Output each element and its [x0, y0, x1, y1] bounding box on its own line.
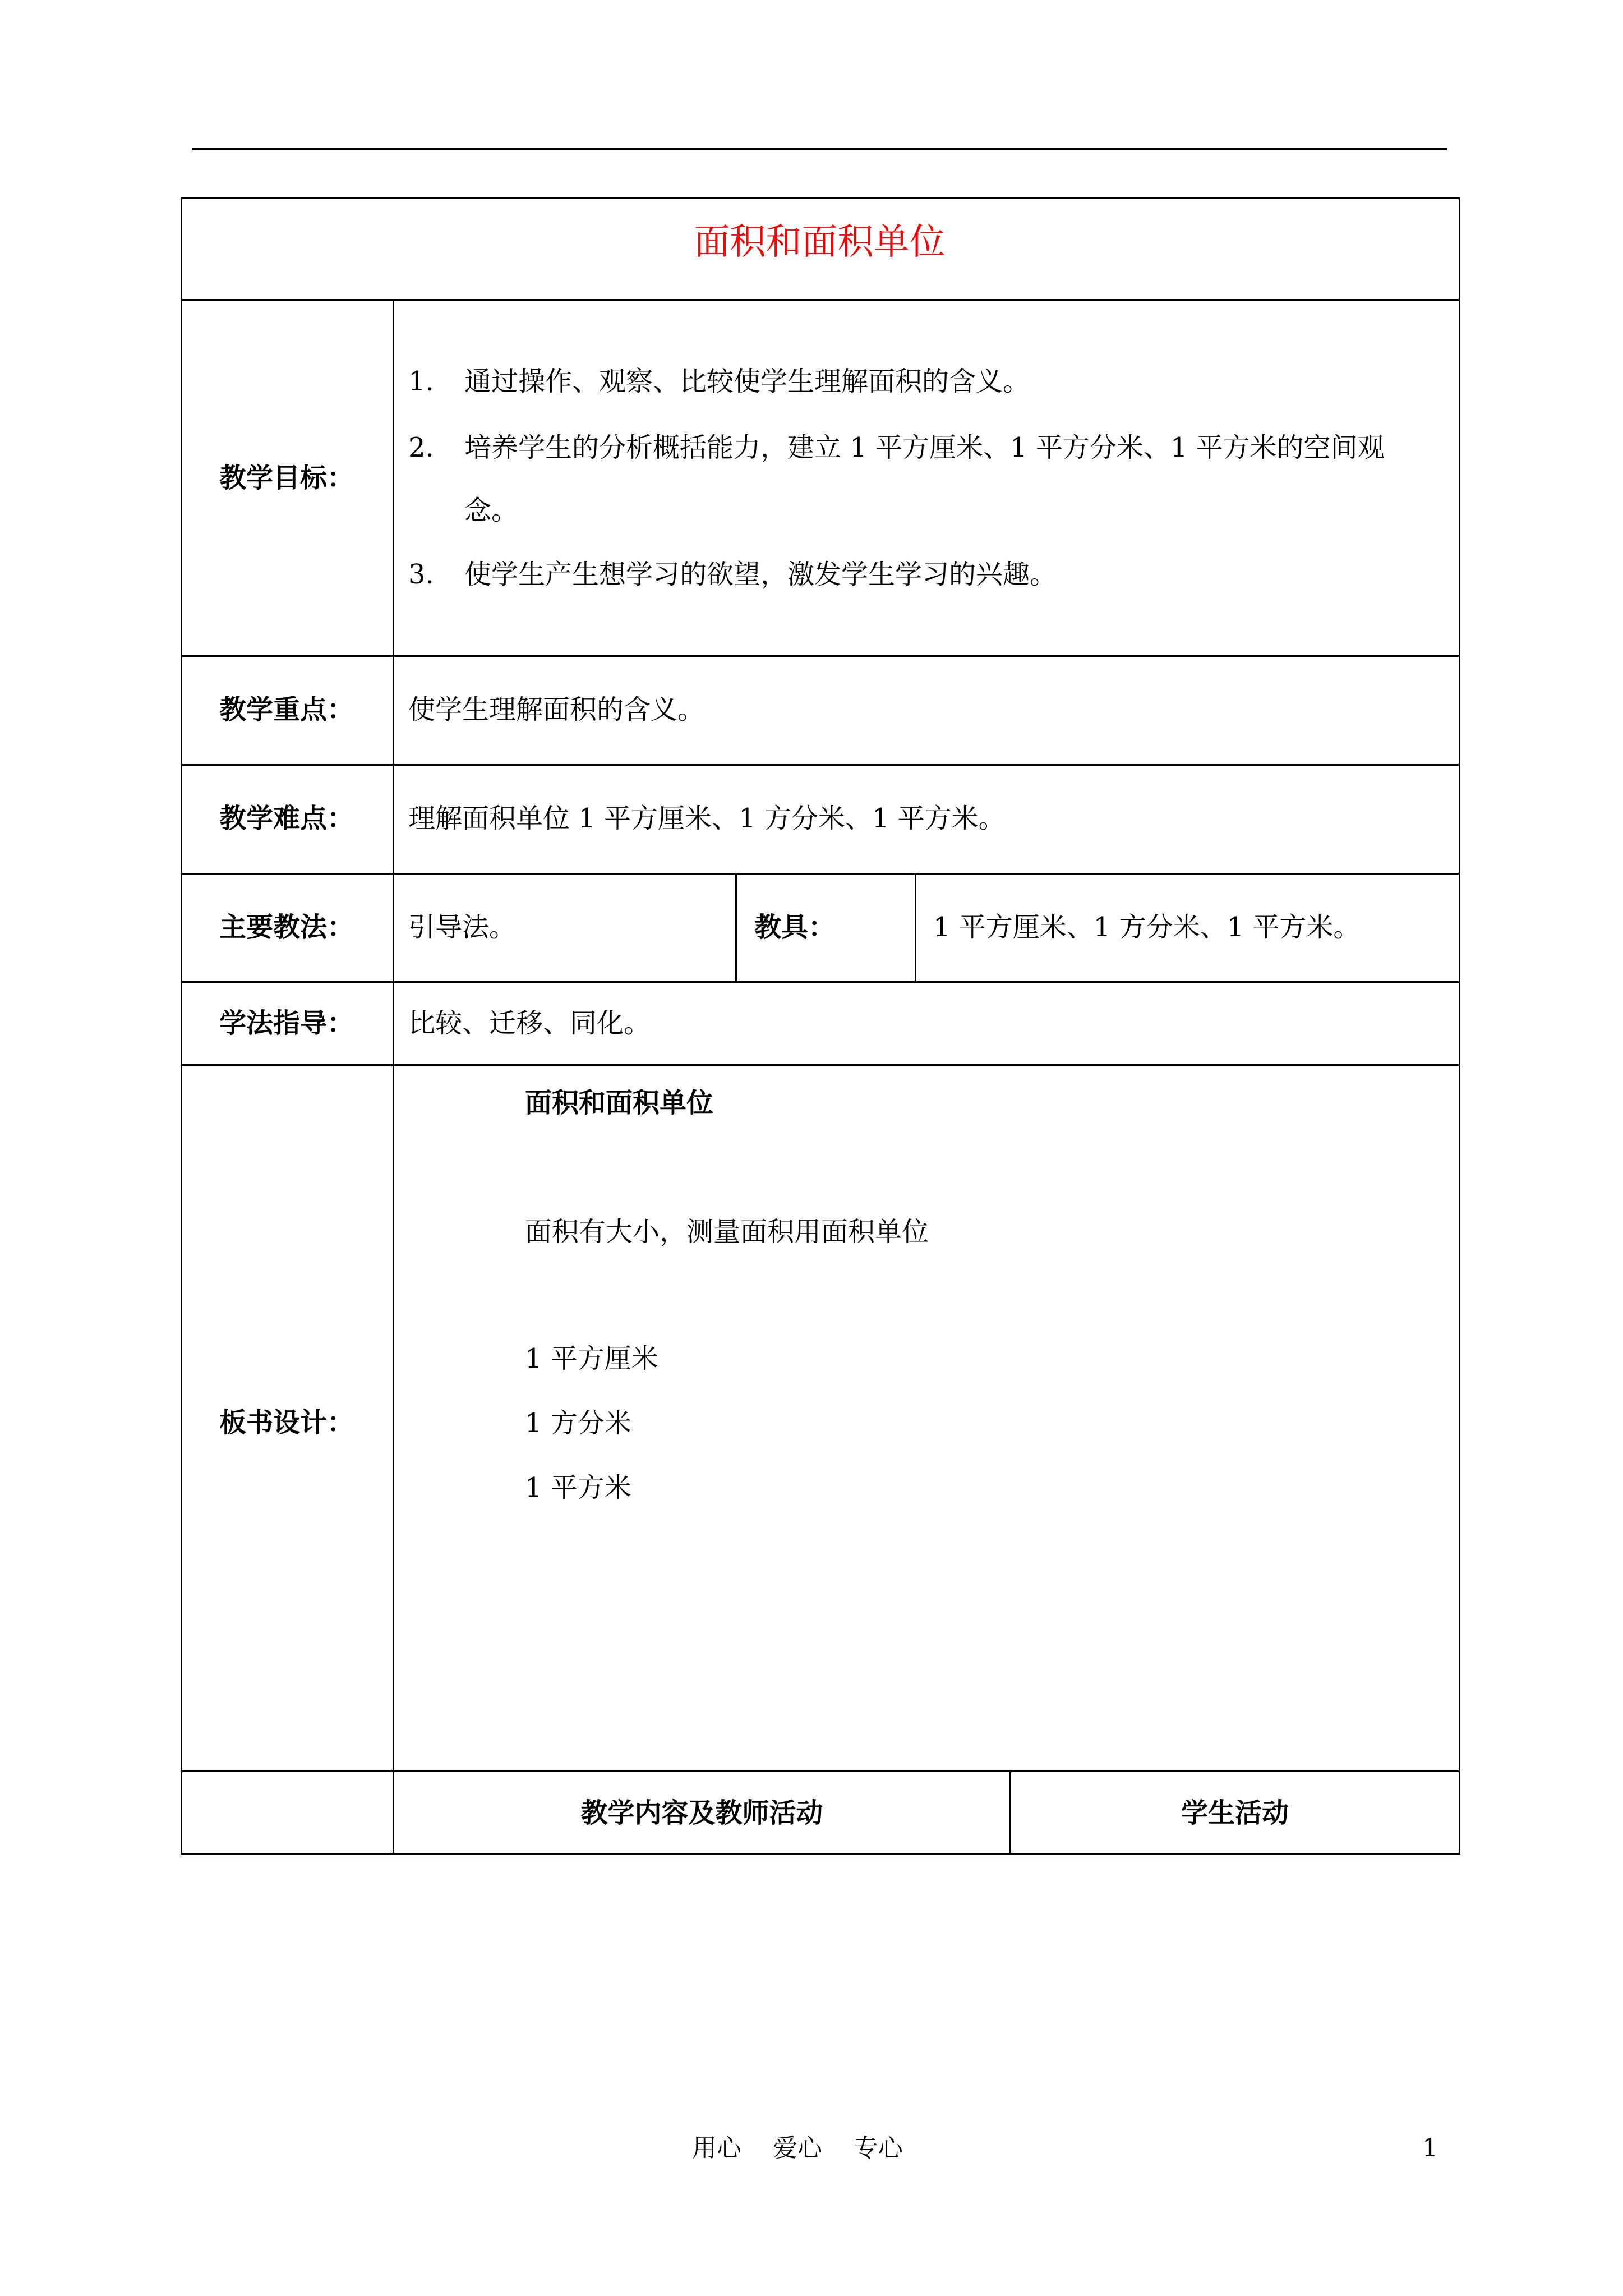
study-guidance-label: 学法指导：: [219, 1007, 354, 1039]
footer-motto: 用心 爱心 专心: [692, 2134, 903, 2162]
method-text: 引导法。: [408, 912, 517, 943]
board-design-label: 板书设计：: [219, 1407, 354, 1438]
key-point-label: 教学重点：: [219, 694, 354, 725]
objective-number: 3.: [408, 559, 434, 590]
tools-text: 1 平方厘米、1 方分米、1 平方米。: [933, 912, 1361, 943]
objective-text: 通过操作、观察、比较使学生理解面积的含义。: [464, 366, 1030, 397]
board-unit: 1 平方厘米: [525, 1343, 658, 1374]
header-rule: [192, 148, 1447, 150]
board-heading: 面积和面积单位: [525, 1087, 714, 1119]
tools-label: 教具：: [754, 912, 836, 943]
objectives-label: 教学目标：: [219, 462, 354, 494]
objective-text: 培养学生的分析概括能力，建立 1 平方厘米、1 平方分米、1 平方米的空间观: [464, 432, 1385, 463]
method-label: 主要教法：: [219, 912, 354, 943]
difficulty-text: 理解面积单位 1 平方厘米、1 方分米、1 平方米。: [408, 803, 1006, 834]
key-point-text: 使学生理解面积的含义。: [408, 694, 705, 725]
objective-text-continued: 念。: [464, 495, 519, 526]
board-unit: 1 方分米: [525, 1407, 631, 1439]
board-unit: 1 平方米: [525, 1472, 631, 1503]
objective-number: 1.: [408, 366, 434, 397]
objective-text: 使学生产生想学习的欲望，激发学生学习的兴趣。: [464, 559, 1057, 590]
objective-number: 2.: [408, 432, 434, 463]
page-number: 1: [1422, 2134, 1438, 2162]
lesson-title: 面积和面积单位: [694, 222, 946, 263]
board-line: 面积有大小，测量面积用面积单位: [525, 1216, 929, 1248]
difficulty-label: 教学难点：: [219, 803, 354, 834]
student-activity-header: 学生活动: [1181, 1797, 1289, 1829]
teacher-activity-header: 教学内容及教师活动: [580, 1797, 823, 1829]
study-guidance-text: 比较、迁移、同化。: [408, 1007, 651, 1039]
